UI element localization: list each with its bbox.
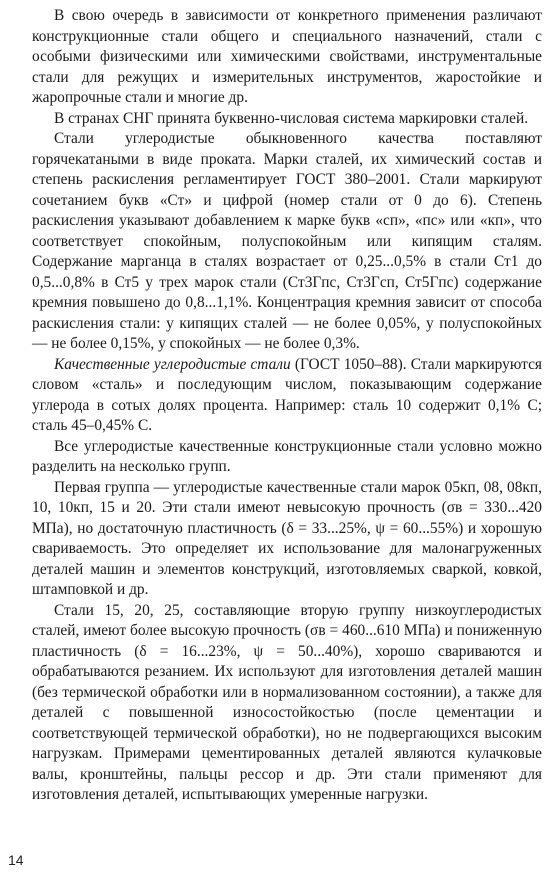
page-number: 14: [8, 852, 24, 868]
body-text: [32, 6, 542, 806]
italic-term: Качественные углеродистые стали: [54, 355, 291, 373]
paragraph-4-text: (ГОСТ 1050–88). Стали маркируются словом «сталь» и последующим числом, показывающим содержание углерода в сотых долях процента. Например: сталь 10 содержит 0,1% С; сталь 45–0,45% С.: [32, 355, 542, 434]
paragraph-2: В странах СНГ принята буквенно-числовая система маркировки сталей.: [54, 109, 529, 127]
paragraph-6: Первая группа — углеродистые качественные стали марок 05кп, 08, 08кп, 10, 10кп, 15 и 20. Эти стали имеют невысокую прочность (σв = 330...420 МПа), но достаточную пластичность (δ = 33...25%, ψ = 60...55%) и хорошую свариваемость. Это определяет их использование для малонагруженных деталей машин и элементов конструкций, изготовляемых сваркой, ковкой, штамповкой и др.: [32, 478, 542, 598]
paragraph-1: В свою очередь в зависимости от конкретного применения различают конструкционные стали общего и специального назначений, стали с особыми физическими или химическими свойствами, инструментальные стали для режущих и измерительных инструментов, жаростойкие и жаропрочные стали и многие др.: [32, 7, 542, 106]
paragraph-3: Стали углеродистые обыкновенного качества поставляют горячекатаными в виде проката. Марки сталей, их химический состав и степень раскисления регламентирует ГОСТ 380–2001. Стали маркируют сочетанием букв «Ст» и цифрой (номер стали от 0 до 6). Степень раскисления указывают добавлением к марке букв «сп», «пс» или «кп», что соответствует спокойным, полуспокойным или кипящим сталям. Содержание марганца в сталях возрастает от 0,25...0,5% в стали Ст1 до 0,5...0,8% в Ст5 у трех марок стали (Ст3Гпс, Ст3Гсп, Ст5Гпс) содержание кремния повышено до 0,8...1,1%. Концентрация кремния зависит от способа раскисления стали: у кипящих сталей — не более 0,05%, у полуспокойных — не более 0,15%, у спокойных — не более 0,3%.: [32, 130, 542, 352]
paragraph-4: [32, 355, 542, 437]
paragraph-7: Стали 15, 20, 25, составляющие вторую группу низкоуглеродистых сталей, имеют более высокую прочность (σв = 460...610 МПа) и пониженную пластичность (δ = 16...23%, ψ = 50...40%), хорошо свариваются и обрабатываются резанием. Их используют для изготовления деталей машин (без термической обработки или в нормализованном состоянии), а также для деталей с повышенной износостойкостью (после цементации и соответствующей термической обработки), но не подвергающихся высоким нагрузкам. Примерами цементированных деталей являются кулачковые валы, кронштейны, пальцы рессор и др. Эти стали применяют для изготовления деталей, испытывающих умеренные нагрузки.: [32, 601, 542, 803]
paragraph-5: Все углеродистые качественные конструкционные стали условно можно разделить на несколько групп.: [32, 437, 542, 475]
